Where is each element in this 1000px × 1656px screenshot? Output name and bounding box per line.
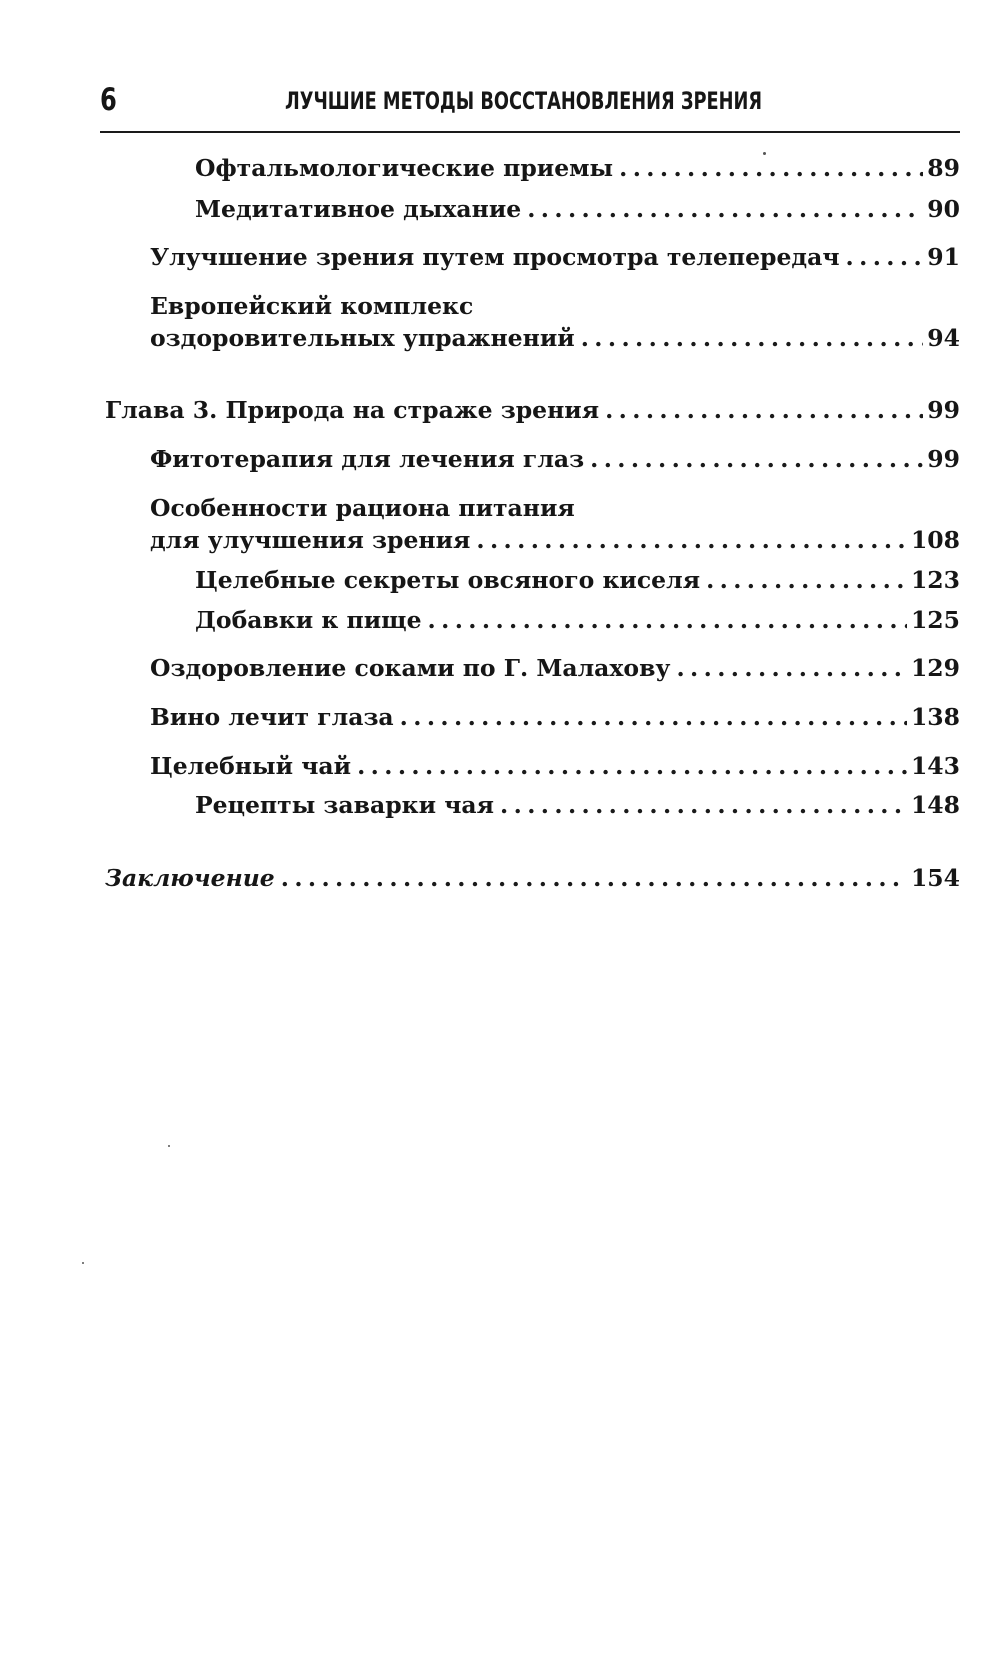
- toc-entry-page: 90: [927, 195, 960, 223]
- leader-dots: [527, 193, 923, 225]
- toc-entry-title: Заключение: [105, 864, 275, 892]
- leader-dots: [500, 789, 907, 821]
- toc-entry-page: 148: [910, 791, 960, 819]
- toc-entry-title: для улучшения зрения: [150, 526, 471, 554]
- leader-dots: [400, 701, 907, 733]
- print-speck: [82, 1262, 84, 1264]
- leader-dots: [357, 750, 907, 782]
- leader-dots: [706, 564, 907, 596]
- toc-entry-title-line1: Европейский комплекс: [150, 292, 474, 320]
- toc-entry-page: 123: [910, 566, 960, 594]
- leader-dots: [590, 443, 923, 475]
- print-speck: [168, 1145, 170, 1147]
- toc-entry-title: Вино лечит глаза: [150, 703, 394, 731]
- toc-entry-title: Фитотерапия для лечения глаз: [150, 445, 585, 473]
- toc-entry-page: 154: [910, 864, 960, 892]
- toc-entry-page: 138: [910, 703, 960, 731]
- toc-entry-page: 129: [910, 654, 960, 682]
- toc-entry[interactable]: [150, 750, 960, 782]
- toc-entry[interactable]: [195, 789, 960, 821]
- toc-entry-page: 91: [927, 243, 960, 271]
- toc-entry-page: 143: [910, 752, 960, 780]
- toc-entry-page: 99: [927, 445, 960, 473]
- leader-dots: [846, 241, 924, 273]
- leader-dots: [581, 322, 924, 354]
- toc-entry-title: Целебные секреты овсяного киселя: [195, 566, 701, 594]
- leader-dots: [476, 524, 907, 556]
- leader-dots: [676, 652, 906, 684]
- toc-entry[interactable]: [195, 564, 960, 596]
- toc-entry-title: Рецепты заварки чая: [195, 791, 495, 819]
- leader-dots: [428, 604, 907, 636]
- leader-dots: [605, 394, 923, 426]
- toc-entry-title: Глава 3. Природа на страже зрения: [105, 396, 600, 424]
- toc-conclusion-entry[interactable]: [105, 862, 960, 894]
- toc-entry[interactable]: [195, 152, 960, 184]
- toc-chapter-entry[interactable]: [105, 394, 960, 426]
- running-title: ЛУЧШИЕ МЕТОДЫ ВОССТАНОВЛЕНИЯ ЗРЕНИЯ: [285, 87, 763, 115]
- toc-entry-title: Офтальмологические приемы: [195, 154, 614, 182]
- page-number: 6: [100, 82, 117, 118]
- toc-entry[interactable]: [150, 701, 960, 733]
- leader-dots: [281, 862, 907, 894]
- toc-entry-title: Медитативное дыхание: [195, 195, 522, 223]
- toc-entry-title-line1: Особенности рациона питания: [150, 494, 575, 522]
- toc-entry[interactable]: [195, 193, 960, 225]
- toc-entry-title: Целебный чай: [150, 752, 352, 780]
- toc-entry[interactable]: [150, 492, 960, 556]
- toc-entry[interactable]: [195, 604, 960, 636]
- toc-entry-page: 89: [927, 154, 960, 182]
- toc-entry-title: оздоровительных упражнений: [150, 324, 575, 352]
- toc-entry-title: Добавки к пище: [195, 606, 422, 634]
- toc-entry-page: 125: [910, 606, 960, 634]
- toc-entry-page: 99: [927, 396, 960, 424]
- toc-entry-title: Оздоровление соками по Г. Малахову: [150, 654, 671, 682]
- toc-entry[interactable]: [150, 241, 960, 273]
- toc-entry-title: Улучшение зрения путем просмотра телепередач: [150, 243, 840, 271]
- print-speck: [763, 152, 766, 155]
- toc-entry-page: 108: [910, 526, 960, 554]
- leader-dots: [619, 152, 923, 184]
- toc-entry-page: 94: [927, 324, 960, 352]
- toc-entry[interactable]: [150, 443, 960, 475]
- toc-entry[interactable]: [150, 652, 960, 684]
- toc-entry[interactable]: [150, 290, 960, 354]
